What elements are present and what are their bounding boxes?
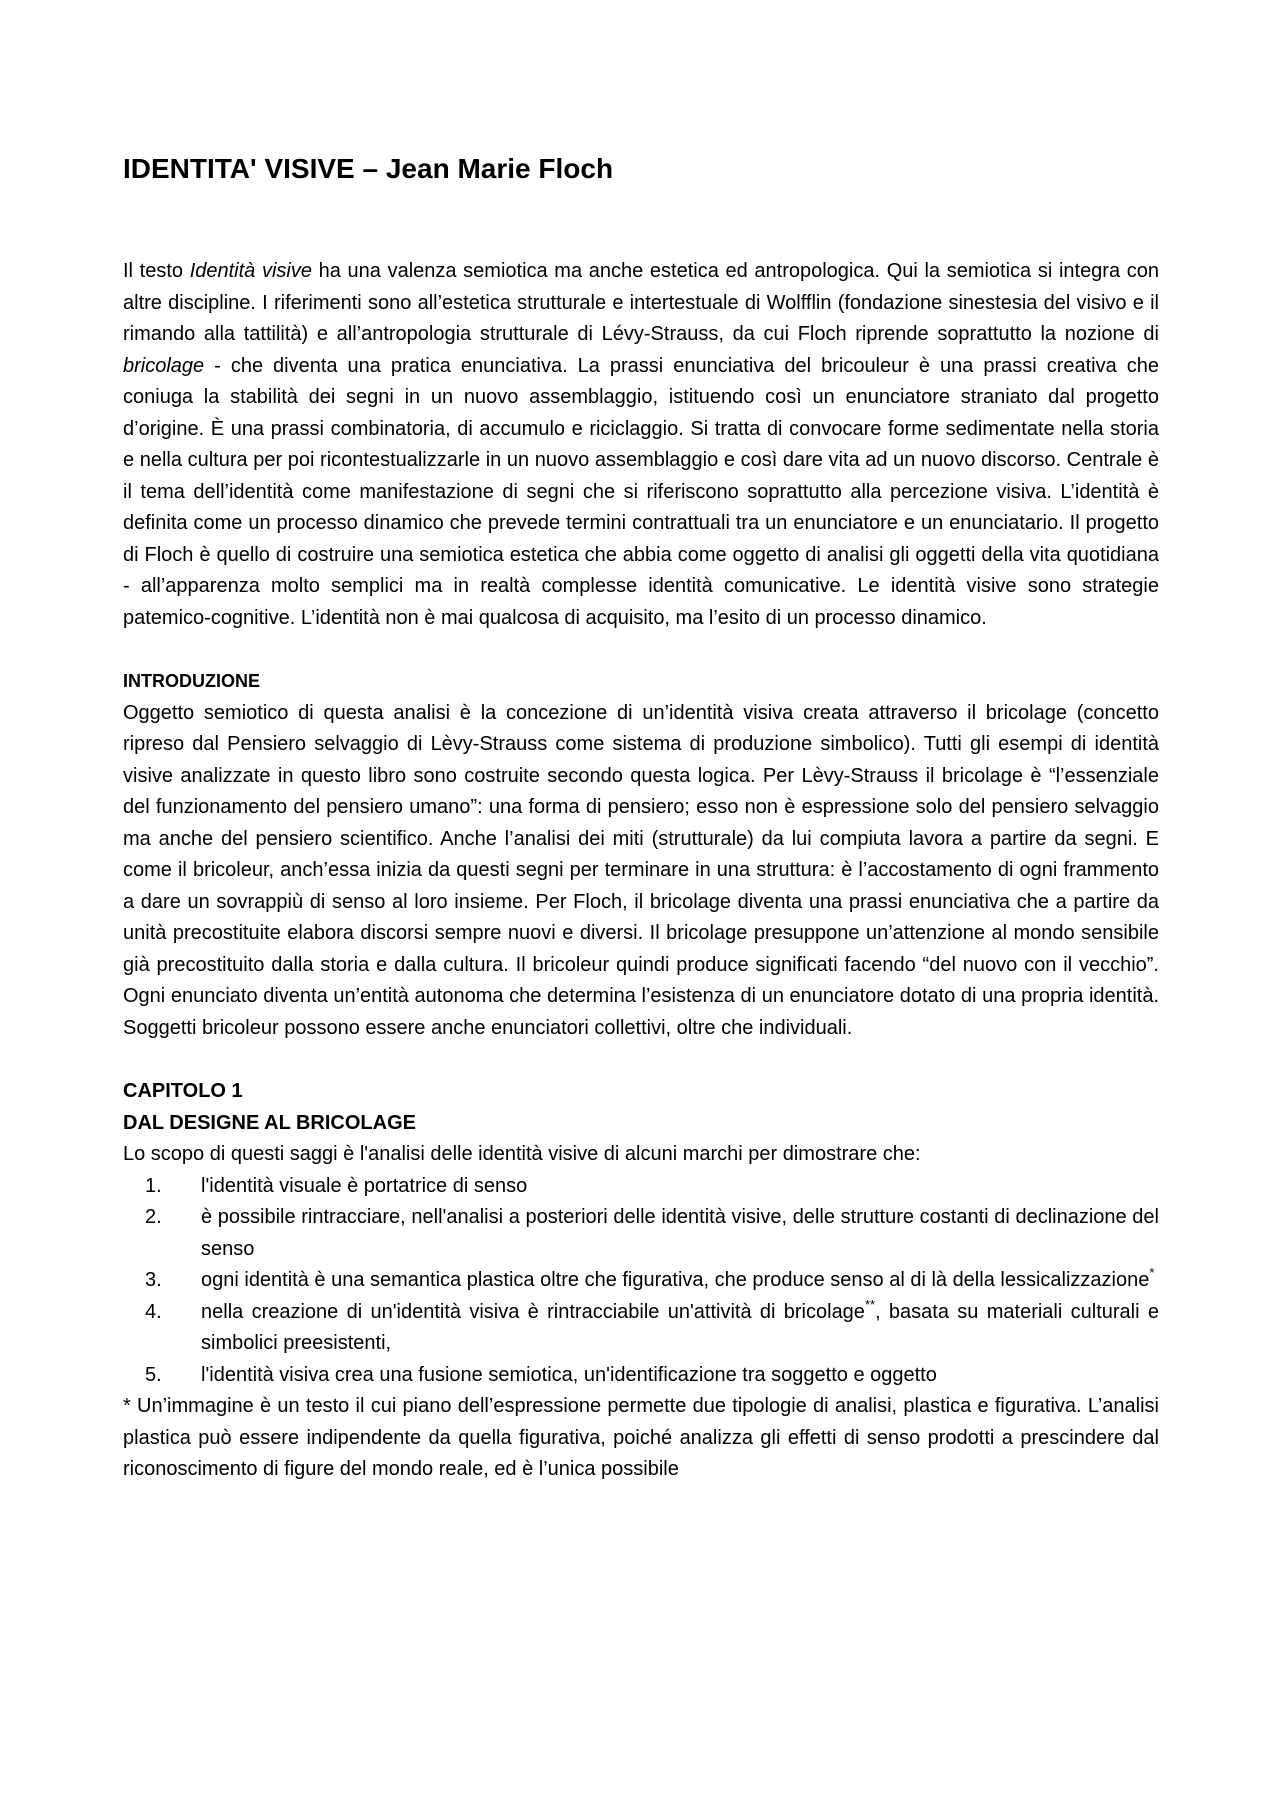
list-item — [123, 1297, 1159, 1360]
list-item-text-tail: , basata su materiali culturali e simbolici preesistenti, — [201, 1300, 1159, 1354]
intro-paragraph — [123, 256, 1159, 634]
intro-italic-title: Identità visive — [189, 260, 312, 282]
list-item-text: l'identità visiva crea una fusione semiotica, un'identificazione tra soggetto e oggetto — [201, 1363, 937, 1386]
section-heading-capitolo-1: CAPITOLO 1 — [123, 1080, 243, 1102]
list-number: 4. — [145, 1300, 162, 1323]
intro-text-1: Il testo — [123, 260, 190, 282]
page-title: IDENTITA' VISIVE – Jean Marie Floch — [123, 153, 614, 184]
numbered-list — [123, 1171, 1159, 1392]
list-number: 2. — [145, 1206, 162, 1228]
intro-text-3: - che diventa una pratica enunciativa. La prassi enunciativa del bricouleur è una prassi creativa che coniuga la stabilità dei segni in un nuovo assemblaggio, istituendo così un enunciatore straniato dal progetto d’origine. È una prassi combinatoria, di accumulo e riciclaggio. Si tratta di convocare forme sedimentate nella storia e nella cultura per poi ricontestualizzarle in un nuovo assemblaggio e così dare vita ad un nuovo discorso. Centrale è il tema dell’identità come manifestazione di segni che si riferiscono soprattutto alla percezione visiva. L’identità è definita come un processo dinamico che prevede termini contrattuali tra un enunciatore e un enunciatario. Il progetto di Floch è quello di costruire una semiotica estetica che abbia come oggetto di analisi gli oggetti della vita quotidiana - all’apparenza molto semplici ma in realtà complesse identità comunicative. Le identità visive sono strategie patemico-cognitive. L’identità non è mai qualcosa di acquisito, ma l’esito di un processo dinamico. — [123, 354, 1159, 629]
list-item-text: è possibile rintracciare, nell'analisi a posteriori delle identità visive, delle strutture costanti di declinazione del senso — [201, 1206, 1159, 1260]
footnote-paragraph: * Un’immagine è un testo il cui piano dell’espressione permette due tipologie di analisi, plastica e figurativa. L’analisi plastica può essere indipendente da quella figurativa, poiché analizza gli effetti di senso prodotti a prescindere dal riconoscimento di figure del mondo reale, ed è l’unica possibile — [123, 1395, 1159, 1480]
list-number: 3. — [145, 1269, 162, 1291]
section-heading-introduzione: INTRODUZIONE — [123, 671, 260, 691]
chapter-lead: Lo scopo di questi saggi è l'analisi delle identità visive di alcuni marchi per dimostrare che: — [123, 1143, 921, 1165]
list-item — [123, 1360, 1159, 1392]
intro-italic-bricolage: bricolage — [123, 354, 205, 377]
list-item — [123, 1202, 1159, 1265]
footnote-marker: * — [1149, 1265, 1155, 1280]
list-item-text: ogni identità è una semantica plastica oltre che figurativa, che produce senso al di là della lessicalizzazione — [201, 1269, 1150, 1291]
footnote-marker: ** — [864, 1296, 876, 1312]
introduzione-paragraph: Oggetto semiotico di questa analisi è la concezione di un’identità visiva creata attraverso il bricolage (concetto ripreso dal Pensiero selvaggio di Lèvy-Strauss come sistema di produzione simbolico). Tutti gli esempi di identità visive analizzate in questo libro sono costruite secondo questa logica. Per Lèvy-Strauss il bricolage è “l’essenziale del funzionamento del pensiero umano”: una forma di pensiero; esso non è espressione solo del pensiero selvaggio ma anche del pensiero scientifico. Anche l’analisi dei miti (strutturale) da lui compiuta lavora a partire da segni. E come il bricoleur, anch’essa inizia da questi segni per terminare in una struttura: è l’accostamento di ogni frammento a dare un sovrappiù di senso al loro insieme. Per Floch, il bricolage diventa una prassi enunciativa che a partire da unità precostituite elabora discorsi sempre nuovi e diversi. Il bricolage presuppone un’attenzione al mondo sensibile già precostituito dalla storia e dalla cultura. Il bricoleur quindi produce significati facendo “del nuovo con il vecchio”. Ogni enunciato diventa un’entità autonoma che determina l’esistenza di un enunciatore dotato di una propria identità. Soggetti bricoleur possono essere anche enunciatori collettivi, oltre che individuali. — [123, 701, 1159, 1039]
document-content — [123, 152, 1159, 1486]
list-item-text: nella creazione di un'identità visiva è rintracciabile un'attività di bricolage — [201, 1300, 865, 1323]
intro-text-2: ha una valenza semiotica ma anche estetica ed antropologica. Qui la semiotica si integra con altre discipline. I riferimenti sono all’estetica strutturale e intertestuale di Wolfflin (fondazione sinestesia del visivo e il rimando alla tattilità) e all’antropologia strutturale di Lévy-Strauss, da cui Floch riprende soprattutto la nozione di — [123, 260, 1159, 345]
list-item — [123, 1171, 1159, 1203]
spacer — [123, 1044, 1159, 1076]
list-item — [123, 1265, 1159, 1297]
spacer — [123, 634, 1159, 666]
list-item-text: l'identità visuale è portatrice di senso — [201, 1174, 528, 1197]
section-subheading: DAL DESIGNE AL BRICOLAGE — [123, 1111, 416, 1134]
list-number: 1. — [145, 1174, 162, 1197]
list-number: 5. — [145, 1363, 162, 1386]
